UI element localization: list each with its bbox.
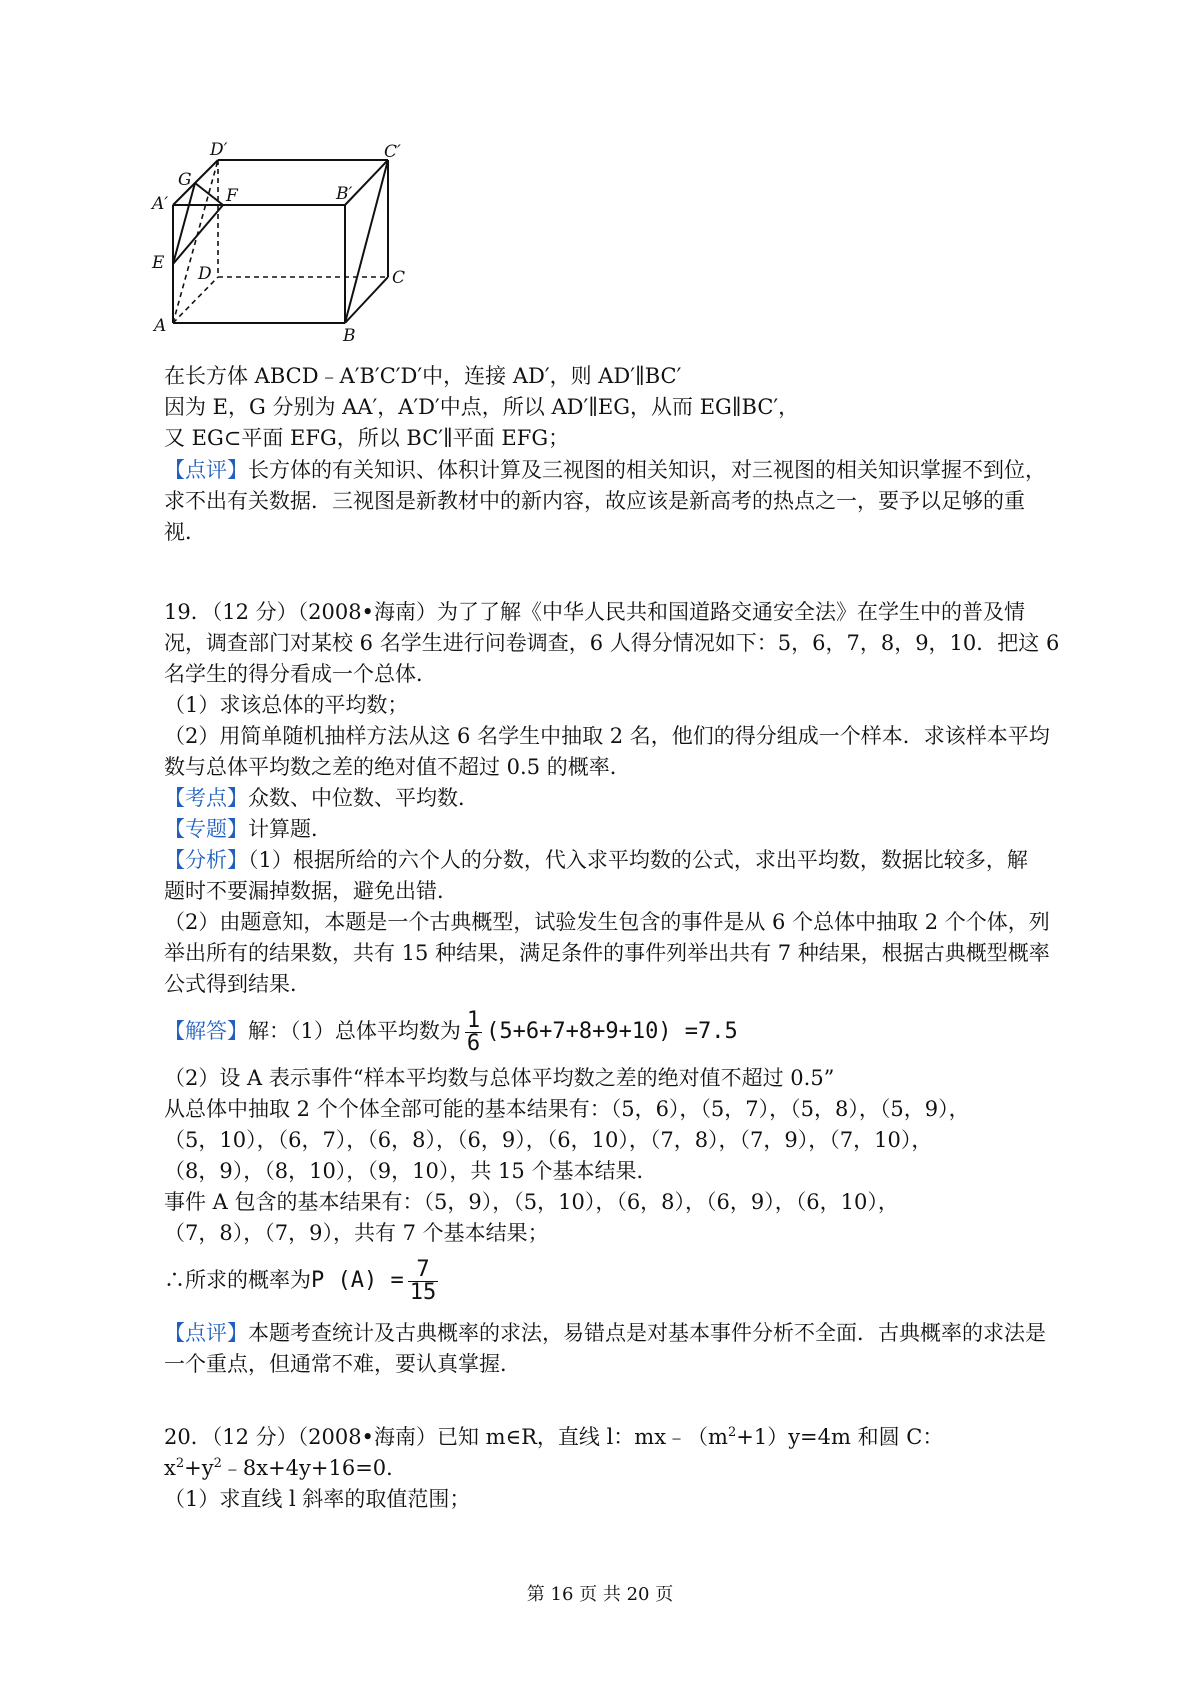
q19-review-line-1: 【点评】本题考查统计及古典概率的求法，易错点是对基本事件分析不全面．古典概率的求法是 (164, 1321, 1046, 1345)
fraction-seven-fifteenths: $\frac{7}{15}$ (409, 1257, 437, 1305)
q19-fenxi-line-5: 公式得到结果． (164, 972, 311, 996)
label-c-prime: C′ (384, 142, 401, 162)
label-a: A (154, 316, 167, 336)
cuboid-figure (152, 140, 428, 346)
q19-line-4: （1）求该总体的平均数； (164, 693, 409, 717)
page-footer: 第 16 页 共 20 页 (526, 1584, 674, 1605)
q19-jieda-line-1: 【解答】解：（1）总体平均数为 $\frac{1}{6}$ (5+6+7+8+9+10) =7.5 (164, 1008, 738, 1056)
label-b: B (343, 326, 356, 346)
review18-line-2: 求不出有关数据．三视图是新教材中的新内容，故应该是新高考的热点之一，要予以足够的重 (164, 489, 1025, 513)
label-g: G (178, 170, 192, 190)
q19-jieda-line-7: （7，8），（7，9），共有 7 个基本结果； (164, 1221, 549, 1245)
q19-fenxi-line-1: 【分析】（1）根据所给的六个人的分数，代入求平均数的公式，求出平均数，数据比较多，解 (164, 848, 1028, 872)
q19-line-3: 名学生的得分看成一个总体． (164, 662, 437, 686)
review18-tag: 【点评】 (164, 458, 248, 482)
q19-probability-line: ∴所求的概率为P (A) = $\frac{7}{15}$ (164, 1257, 437, 1305)
q19-fenxi-line-4: 举出所有的结果数，共有 15 种结果，满足条件的事件列举出共有 7 种结果，根据古典概型概率 (164, 941, 1050, 965)
label-c: C (392, 268, 406, 288)
q19-review-line-2: 一个重点，但通常不难，要认真掌握． (164, 1352, 521, 1376)
q19-jieda-line-3: 从总体中抽取 2 个个体全部可能的基本结果有：（5，6），（5，7），（5，8），（5，9）， (164, 1097, 970, 1121)
q19-jieda-line-5: （8，9），（8，10），（9，10），共 15 个基本结果． (164, 1159, 658, 1183)
q19-fenxi-line-2: 题时不要漏掉数据，避免出错． (164, 879, 458, 903)
review18-line-1: 【点评】长方体的有关知识、体积计算及三视图的相关知识，对三视图的相关知识掌握不到位， (164, 458, 1046, 482)
q19-jieda-line-6: 事件 A 包含的基本结果有：（5，9），（5，10），（6，8），（6，9），（6，10）， (164, 1190, 899, 1214)
fraction-one-sixth: $\frac{1}{6}$ (466, 1008, 481, 1056)
q19-kaodian: 【考点】众数、中位数、平均数． (164, 786, 479, 810)
label-d-prime: D′ (210, 140, 228, 160)
q20-line-2: $x^2+y^2﹣8x+4y+16=0$． (164, 1456, 408, 1480)
q19-jieda-line-4: （5，10），（6，7），（6，8），（6，9），（6，10），（7，8），（7，9），（7，10）， (164, 1128, 933, 1152)
proof-line-2: 因为 E，G 分别为 AA′，A′D′中点，所以 AD′∥EG，从而 EG∥BC′， (164, 395, 800, 419)
q19-line-1: 19．（12 分）（2008•海南）为了了解《中华人民共和国道路交通安全法》在学生中的普及情 (164, 600, 1025, 624)
q19-fenxi-line-3: （2）由题意知，本题是一个古典概型，试验发生包含的事件是从 6 个总体中抽取 2 个个体，列 (164, 910, 1050, 934)
label-d: D (198, 264, 212, 284)
q19-line-5: （2）用简单随机抽样方法从这 6 名学生中抽取 2 名，他们的得分组成一个样本．求该样本平均 (164, 724, 1050, 748)
q20-line-1: 20．（12 分）（2008•海南）已知 m∈R，直线 l：$mx﹣(m^2+1)y=4m$ 和圆 C： (164, 1425, 944, 1449)
q19-zhuanti: 【专题】计算题． (164, 817, 332, 841)
label-a-prime: A′ (152, 194, 169, 214)
q20-line-3: （1）求直线 l 斜率的取值范围； (164, 1487, 471, 1511)
proof-line-1: 在长方体 ABCD﹣A′B′C′D′中，连接 AD′，则 AD′∥BC′ (164, 364, 682, 388)
label-f: F (226, 186, 238, 206)
proof-line-3: 又 EG⊂平面 EFG，所以 BC′∥平面 EFG； (164, 426, 570, 450)
review18-line-3: 视． (164, 520, 206, 544)
q19-line-2: 况，调查部门对某校 6 名学生进行问卷调查，6 人得分情况如下：5，6，7，8，9，10．把这 6 (164, 631, 1060, 655)
q19-line-6: 数与总体平均数之差的绝对值不超过 0.5 的概率． (164, 755, 631, 779)
label-b-prime: B′ (336, 184, 353, 204)
label-e: E (152, 253, 165, 273)
q19-jieda-line-2: （2）设 A 表示事件“样本平均数与总体平均数之差的绝对值不超过 0.5” (164, 1066, 835, 1090)
